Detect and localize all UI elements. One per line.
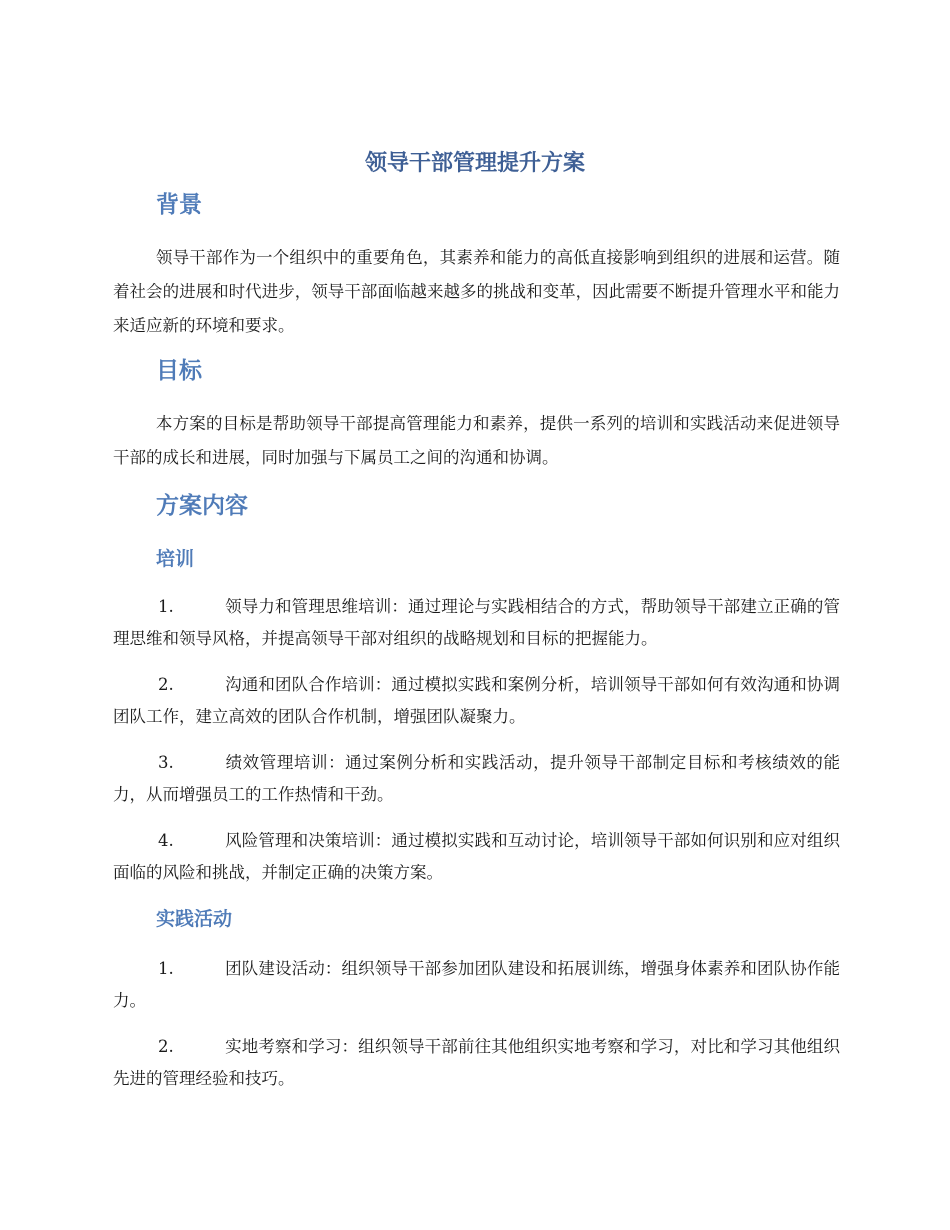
list-item-number: 4.: [158, 831, 174, 850]
list-item-number: 2.: [158, 1037, 174, 1056]
practice-list-item: [113, 953, 840, 1017]
subsection-heading-training: 培训: [156, 548, 195, 570]
training-list-item: [113, 825, 840, 889]
list-item-number: 1.: [158, 597, 174, 616]
list-item-text: 实地考察和学习：组织领导干部前往其他组织实地考察和学习，对比和学习其他组织先进的管理经验和技巧。: [113, 1037, 840, 1088]
training-list-item: [113, 747, 840, 811]
subsection-heading-practice: 实践活动: [156, 908, 233, 930]
list-item-number: 1.: [158, 959, 174, 978]
list-item-number: 2.: [158, 675, 174, 694]
list-item-text: 绩效管理培训：通过案例分析和实践活动，提升领导干部制定目标和考核绩效的能力，从而增强员工的工作热情和干劲。: [113, 753, 840, 804]
section-heading-content: 方案内容: [156, 493, 248, 519]
document-title: 领导干部管理提升方案: [364, 151, 585, 176]
goal-paragraph: 本方案的目标是帮助领导干部提高管理能力和素养，提供一系列的培训和实践活动来促进领导干部的成长和进展，同时加强与下属员工之间的沟通和协调。: [113, 414, 840, 467]
list-item-text: 沟通和团队合作培训：通过模拟实践和案例分析，培训领导干部如何有效沟通和协调团队工作，建立高效的团队合作机制，增强团队凝聚力。: [113, 675, 840, 726]
list-item-text: 团队建设活动：组织领导干部参加团队建设和拓展训练，增强身体素养和团队协作能力。: [113, 959, 840, 1010]
training-list-item: [113, 669, 840, 733]
practice-list-item: [113, 1031, 840, 1095]
list-item-text: 领导力和管理思维培训：通过理论与实践相结合的方式，帮助领导干部建立正确的管理思维和领导风格，并提高领导干部对组织的战略规划和目标的把握能力。: [113, 597, 840, 648]
section-heading-background: 背景: [156, 192, 202, 218]
section-heading-goal: 目标: [156, 358, 202, 384]
list-item-text: 风险管理和决策培训：通过模拟实践和互动讨论，培训领导干部如何识别和应对组织面临的风险和挑战，并制定正确的决策方案。: [113, 831, 840, 882]
background-paragraph: 领导干部作为一个组织中的重要角色，其素养和能力的高低直接影响到组织的进展和运营。随着社会的进展和时代进步，领导干部面临越来越多的挑战和变革，因此需要不断提升管理水平和能力来适应新的环境和要求。: [113, 248, 840, 335]
training-list-item: [113, 591, 840, 655]
list-item-number: 3.: [158, 753, 174, 772]
